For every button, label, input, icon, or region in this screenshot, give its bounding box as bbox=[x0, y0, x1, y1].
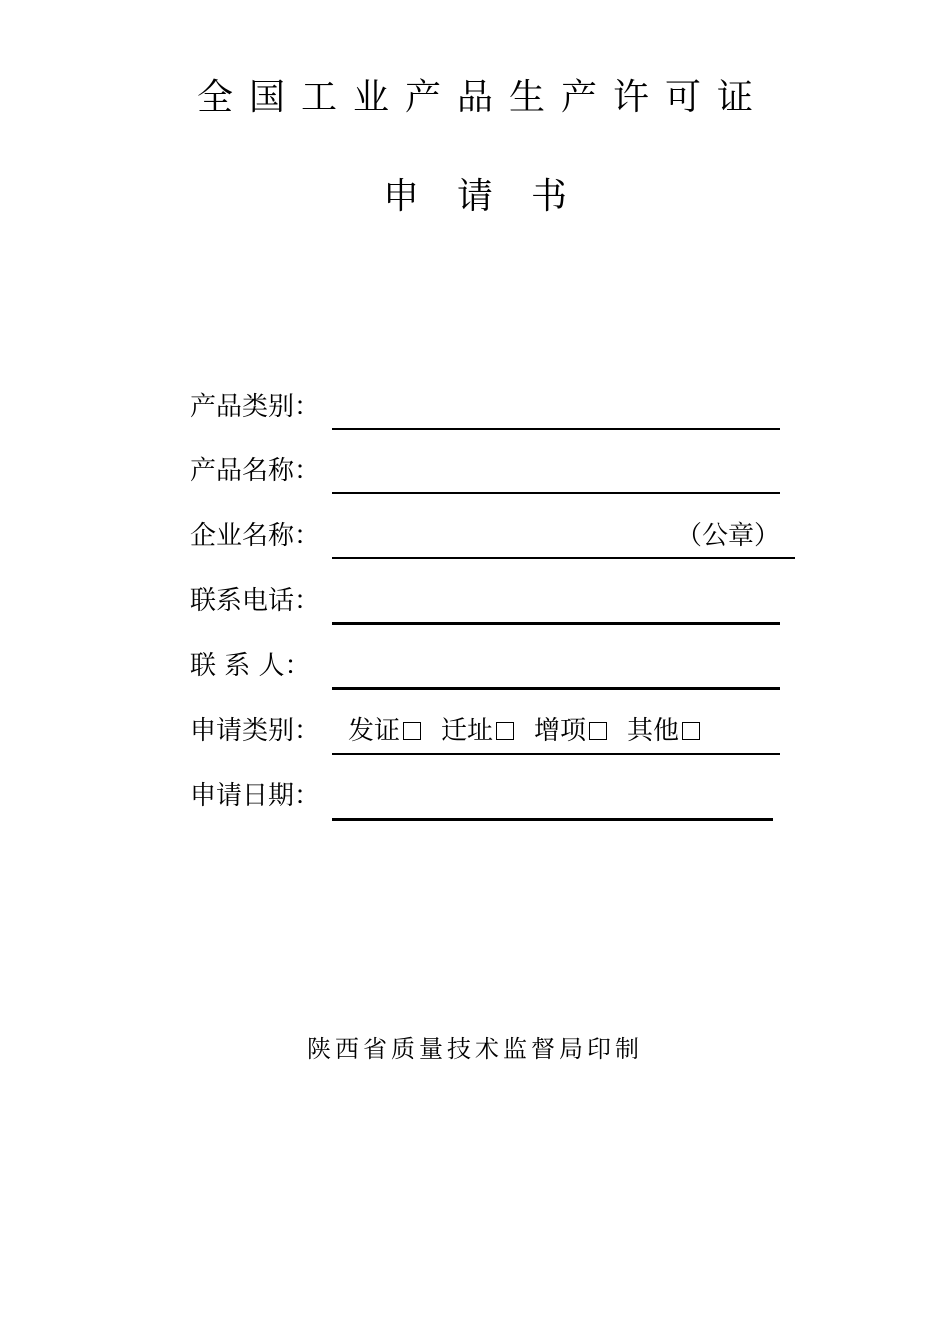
application-type-row bbox=[190, 713, 790, 753]
contact-phone-row bbox=[190, 583, 790, 623]
application-date-row bbox=[190, 778, 790, 818]
application-type-label: 申请类别： bbox=[190, 716, 321, 746]
contact-phone-label: 联系电话： bbox=[190, 586, 321, 616]
product-category-label: 产品类别： bbox=[190, 392, 321, 422]
product-name-row bbox=[190, 453, 790, 493]
option-issue[interactable] bbox=[348, 713, 421, 749]
application-date-label: 申请日期： bbox=[190, 781, 321, 811]
product-category-line[interactable] bbox=[332, 428, 780, 430]
company-name-label: 企业名称： bbox=[190, 521, 321, 551]
option-other-checkbox[interactable] bbox=[682, 722, 700, 740]
company-seal-label: （公章） bbox=[675, 521, 780, 551]
option-relocate-label: 迁址 bbox=[441, 716, 494, 746]
product-category-row bbox=[190, 389, 790, 429]
option-relocate-checkbox[interactable] bbox=[496, 722, 514, 740]
option-other-label: 其他 bbox=[627, 716, 680, 746]
contact-person-label: 联 系 人： bbox=[190, 651, 311, 681]
issuer-footer: 陕西省质量技术监督局印制 bbox=[307, 1035, 643, 1063]
company-name-line[interactable] bbox=[332, 557, 795, 559]
option-add-item[interactable] bbox=[534, 713, 607, 749]
option-issue-checkbox[interactable] bbox=[403, 722, 421, 740]
option-add-item-label: 增项 bbox=[534, 716, 587, 746]
application-type-line bbox=[332, 753, 780, 755]
option-add-item-checkbox[interactable] bbox=[589, 722, 607, 740]
product-name-label: 产品名称： bbox=[190, 456, 321, 486]
document-title: 全国工业产品生产许可证 bbox=[196, 77, 769, 118]
document-subtitle: 申请书 bbox=[382, 176, 605, 217]
product-name-line[interactable] bbox=[332, 492, 780, 494]
application-type-options bbox=[348, 713, 700, 749]
application-date-line[interactable] bbox=[332, 818, 773, 821]
contact-person-row bbox=[190, 648, 790, 688]
company-name-row bbox=[190, 518, 795, 558]
contact-person-line[interactable] bbox=[332, 687, 780, 690]
option-other[interactable] bbox=[627, 713, 700, 749]
option-issue-label: 发证 bbox=[348, 716, 401, 746]
option-relocate[interactable] bbox=[441, 713, 514, 749]
contact-phone-line[interactable] bbox=[332, 622, 780, 625]
